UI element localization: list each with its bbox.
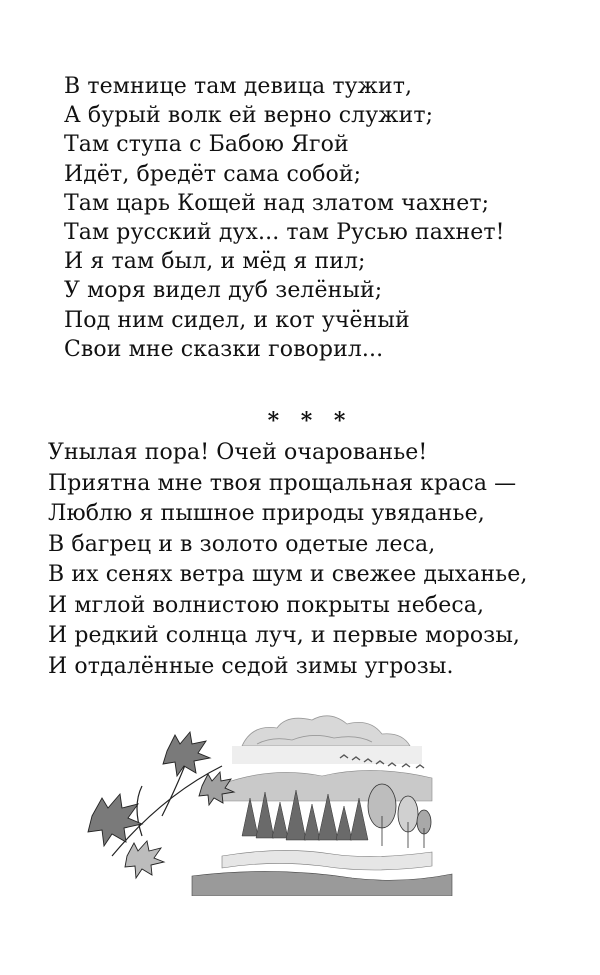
foreground-ground (192, 871, 452, 896)
poem-line: Там русский дух... там Русью пахнет! (64, 220, 505, 246)
poem-line: А бурый волк ей верно служит; (64, 103, 434, 129)
poem-line: В темнице там девица тужит, (64, 74, 413, 99)
poem-excerpt-lukomorye (64, 72, 600, 364)
poem-line: Там ступа с Бабою Ягой (64, 132, 349, 158)
section-separator: * * * (267, 408, 353, 434)
poem-line: Идёт, бредёт сама собой; (64, 161, 362, 187)
poem-line: Там царь Кощей над златом чахнет; (64, 190, 490, 216)
sky-band (232, 746, 422, 764)
poem-line: У моря видел дуб зелёный; (64, 278, 383, 304)
river (222, 850, 432, 870)
poem-line: И отдалённые седой зимы угрозы. (48, 653, 454, 679)
poem-line: Свои мне сказки говорил... (64, 336, 384, 362)
cloud-shape (242, 716, 410, 746)
poem-line: Приятна мне твоя прощальная краса — (48, 470, 517, 496)
poem-line: И мглой волнистою покрыты небеса, (48, 592, 485, 618)
poem-line: И я там был, и мёд я пил; (64, 249, 366, 275)
poem-line: Люблю я пышное природы увяданье, (48, 501, 485, 526)
poem-line: Унылая пора! Очей очарованье! (48, 440, 428, 465)
autumn-landscape-illustration (72, 706, 472, 896)
poem-line: И редкий солнца луч, и первые морозы, (48, 623, 521, 648)
distant-hills (222, 770, 432, 801)
poem-line: Под ним сидел, и кот учёный (64, 307, 410, 333)
poem-line: В багрец и в золото одетые леса, (48, 531, 436, 557)
maple-leaf (88, 732, 234, 878)
poem-line: В их сенях ветра шум и свежее дыханье, (48, 562, 528, 587)
poem-excerpt-autumn (48, 438, 600, 682)
